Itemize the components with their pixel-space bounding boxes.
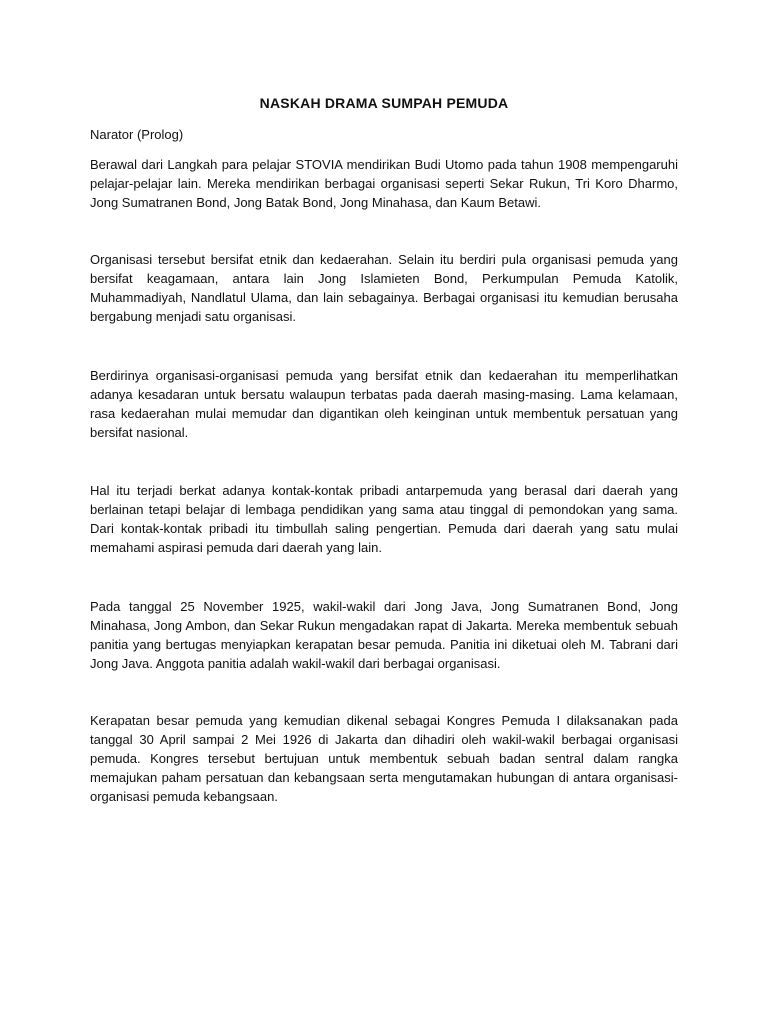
paragraph: Kerapatan besar pemuda yang kemudian dikenal sebagai Kongres Pemuda I dilaksanakan pada tanggal 30 April sampai 2 Mei 1926 di Jakarta dan dihadiri oleh wakil-wakil berbagai organisasi pemuda. Kongres tersebut bertujuan untuk membentuk sebuah badan sentral dalam rangka memajukan paham persatuan dan kebangsaan serta mengutamakan hubungan di antara organisasi-organisasi pemuda kebangsaan.: [90, 713, 678, 804]
speaker-label: Narator (Prolog): [90, 127, 184, 142]
paragraph: Hal itu terjadi berkat adanya kontak-kontak pribadi antarpemuda yang berasal dari daerah yang berlainan tetapi belajar di lembaga pendidikan yang sama atau tinggal di pemondokan yang sama. Dari kontak-kontak pribadi itu timbullah saling pengertian. Pemuda dari daerah yang satu mulai memahami aspirasi pemuda dari daerah yang lain.: [90, 483, 678, 555]
paragraph: Pada tanggal 25 November 1925, wakil-wakil dari Jong Java, Jong Sumatranen Bond, Jong Minahasa, Jong Ambon, dan Sekar Rukun mengadakan rapat di Jakarta. Mereka membentuk sebuah panitia yang bertugas menyiapkan kerapatan besar pemuda. Panitia ini diketuai oleh M. Tabrani dari Jong Java. Anggota panitia adalah wakil-wakil dari berbagai organisasi.: [90, 599, 678, 671]
paragraph: Organisasi tersebut bersifat etnik dan kedaerahan. Selain itu berdiri pula organisasi pemuda yang bersifat keagamaan, antara lain Jong Islamieten Bond, Perkumpulan Pemuda Katolik, Muhammadiyah, Nandlatul Ulama, dan lain sebagainya. Berbagai organisasi itu kemudian berusaha bergabung menjadi satu organisasi.: [90, 252, 678, 324]
paragraph: Berawal dari Langkah para pelajar STOVIA mendirikan Budi Utomo pada tahun 1908 mempengaruhi pelajar-pelajar lain. Mereka mendirikan berbagai organisasi seperti Sekar Rukun, Tri Koro Dharmo, Jong Sumatranen Bond, Jong Batak Bond, Jong Minahasa, dan Kaum Betawi.: [90, 157, 678, 210]
paragraph: Berdirinya organisasi-organisasi pemuda yang bersifat etnik dan kedaerahan itu memperlihatkan adanya kesadaran untuk bersatu walaupun terbatas pada daerah masing-masing. Lama kelamaan, rasa kedaerahan mulai memudar dan digantikan oleh keinginan untuk membentuk persatuan yang bersifat nasional.: [90, 368, 678, 440]
document-title: NASKAH DRAMA SUMPAH PEMUDA: [259, 95, 509, 111]
